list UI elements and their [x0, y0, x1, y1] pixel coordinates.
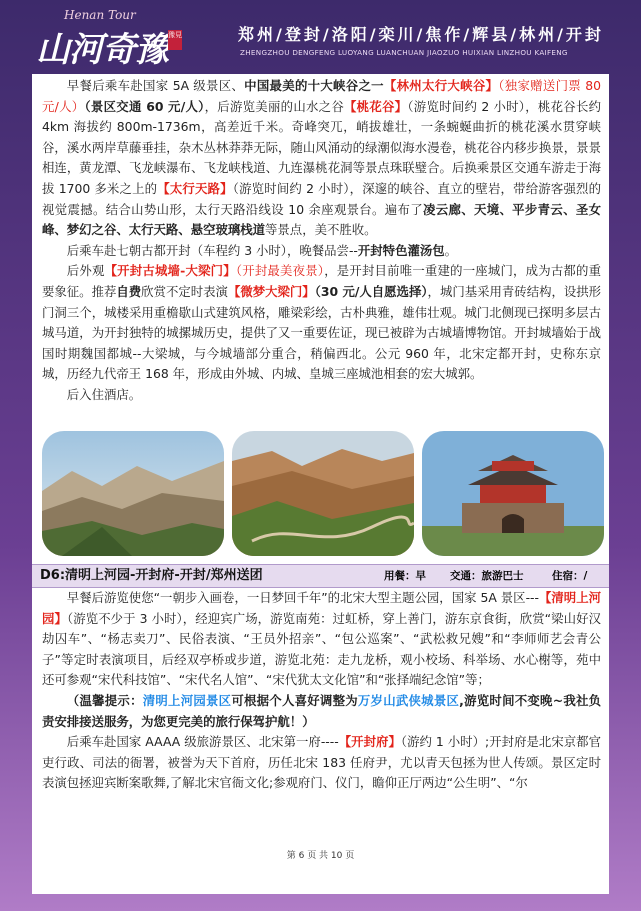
text-span: ，后游览美丽的山水之谷 [204, 98, 344, 114]
text-span: ，城门基采用青砖结构，设拱形门洞三个，城楼采用重檐歇山式建筑风格，雕梁彩绘，古朴典雅，雄伟壮观。城门北侧现已探明多层古城马道，为开封独特的城摞城历史，提供了又一重要佐证，现已被辟为古城墙博物馆。开封城墙始于战国时期魏国都城--大梁城，与今城墙部分重合，稍偏西北。公元 960 年，北宋定都开封，史称东京城，历经九代帝王 168 年，形成由外城、内城、皇城三座城池相套的宏大城郭。 [42, 283, 602, 382]
canyon-image [42, 431, 224, 556]
highlight-qingming-park: 【清明上河园】 [42, 590, 601, 626]
highlight-weimeng-show: 【微梦大梁门】 [227, 283, 315, 299]
day-header [32, 564, 609, 588]
highlight-kaifeng-fu: 【开封府】 [338, 734, 401, 750]
text-span: 等景点，美不胜收。 [265, 222, 377, 238]
header-cities: 郑州/登封/洛阳/栾川/焦作/辉县/林州/开封 [238, 25, 604, 44]
logo-text: 山河奇豫 [36, 30, 168, 70]
text-span: 早餐后乘车赴国家 5A 级景区、 [66, 78, 245, 93]
text-span: 后外观 [66, 263, 105, 279]
text-span: （温馨提示： [66, 692, 143, 708]
logo [36, 8, 186, 68]
header-pinyin: ZHENGZHOU DENGFENG LUOYANG LUANCHUAN JIAOZUO HUIXIAN LINZHOU KAIFENG [240, 48, 568, 57]
page-header [0, 0, 641, 74]
day-meal: 用餐：早 [384, 570, 426, 582]
text-span: 后乘车赴国家 AAAA 级旅游景区、北宋第一府---- [66, 734, 339, 750]
paragraph-hotel: 后入住酒店。 [66, 386, 142, 402]
paragraph-qingming [42, 588, 601, 691]
text-span: 早餐后游览使您“一朝步入画卷，一日梦回千年”的北宋大型主题公园，国家 5A 景区--- [66, 590, 539, 605]
text-span: ,游览时间不变晚~我社负责安排接送服务，为您更完美的旅行保驾护航！） [42, 692, 602, 729]
text-bold: 自费 [116, 283, 142, 299]
highlight-city-wall: 【开封古城墙-大梁门】 [104, 263, 236, 279]
highlight-taihang-canyon: 【林州太行大峡谷】 [383, 78, 499, 93]
page-number: 第 6 页 共 10 页 [286, 851, 355, 861]
paragraph-kaifeng-transfer [42, 241, 601, 262]
photo-daliang-gate [422, 431, 604, 556]
itinerary-text-top [32, 76, 609, 406]
text-span: 欣赏不定时表演 [141, 283, 228, 299]
paragraph-kaifeng-fu [42, 732, 601, 794]
text-bold: 凌云廊、天境、平步青云、圣女峰、梦幻之谷、太行天路、悬空玻璃栈道 [42, 201, 602, 238]
mountain-road-image [232, 431, 414, 556]
text-span: （游览时间约 2 小时），桃花谷长约 4km 海拔约 800m-1736m，高差近千米。奇峰突兀，峭拔雄壮，一条蜿蜒曲折的桃花溪水贯穿峡谷，溪水两岸草藤垂挂，杂木丛林莽莽无际，随山风涌动的绿潮似海水漫卷，桃花谷内移步换景，景景相连，黄龙潭、飞龙峡瀑布、飞龙峡栈道、九连瀑桃花洞等景点珠联璧合。后换乘景区交通车游走于海拔 1700 多米之上的 [42, 98, 601, 196]
text-span: 。 [444, 242, 458, 258]
text-bold: 中国最美的十大峡谷之一 [244, 78, 384, 93]
day-stay: 住宿：/ [552, 570, 588, 582]
highlight-taihang-road: 【太行天路】 [157, 180, 233, 196]
logo-seal: 豫見 [168, 30, 182, 50]
text-bold: （景区交通 60 元/人） [84, 98, 205, 114]
text-span: （游约 1 小时）;开封府是北宋京都官吏行政、司法的衙署，被誉为天下首府，历任北宋 183 任府尹，尤以青天包拯为世人传颂。景区定时表演包拯迎宾断案歌舞,了解北宋官衙文化;参观府门、仪门，瞻仰正厅两边“公生明”、“尔 [42, 734, 601, 791]
highlight-qingming-blue: 清明上河园景区 [142, 692, 232, 708]
photo-taihang-road [232, 431, 414, 556]
text-span: （游览时间约 2 小时），深邃的峡谷、直立的壁岩，带给游客强烈的视觉震撼。结合山势山形，太行天路沿线设 10 余座观景台。遍布了 [42, 180, 601, 217]
text-bold: （30 元/人自愿选择） [314, 283, 428, 299]
text-span: 后乘车赴七朝古都开封（车程约 3 小时），晚餐品尝-- [66, 242, 358, 258]
highlight-night-view: （开封最美夜景） [235, 263, 325, 279]
paragraph-tip [42, 691, 601, 732]
paragraph-taihang [42, 76, 601, 241]
day-traffic: 交通：旅游巴士 [450, 570, 524, 582]
text-bold: 开封特色灌汤包 [357, 242, 445, 258]
text-span: 可根据个人喜好调整为 [231, 692, 358, 708]
day-title: D6:清明上河园-开封府-开封/郑州送团 [40, 568, 263, 583]
highlight-wansuishan-blue: 万岁山武侠城景区 [357, 692, 460, 708]
city-gate-image [422, 431, 604, 556]
highlight-taohuagu: 【桃花谷】 [344, 98, 408, 114]
text-span: ，是开封目前唯一重建的一座城门，成为古都的重要象征。推荐 [42, 263, 602, 299]
logo-script: Henan Tour [64, 8, 136, 22]
paragraph-daliang-gate [42, 261, 601, 385]
photo-taihang-canyon [42, 431, 224, 556]
itinerary-text-bottom [32, 588, 609, 794]
highlight-free-ticket: （独家赠送门票 80 元/人） [42, 78, 602, 114]
text-span: （游览不少于 3 小时），经迎宾广场，游览南苑：过虹桥，穿上善门，游东京食街，欣赏“梁山好汉劫囚车”、“杨志卖刀”、民俗表演、“王员外招亲”、“包公巡案”、“武松救兄嫂”和“李师师艺会青公子”等定时表演项目，后经双亭桥或步道，游览北苑：走九龙桥，观小校场、科举场、水心榭等，苑中还可参观“宋代科技馆”、“宋代名人馆”、“宋代犹太文化馆”和“张择端纪念馆”等； [42, 610, 602, 688]
